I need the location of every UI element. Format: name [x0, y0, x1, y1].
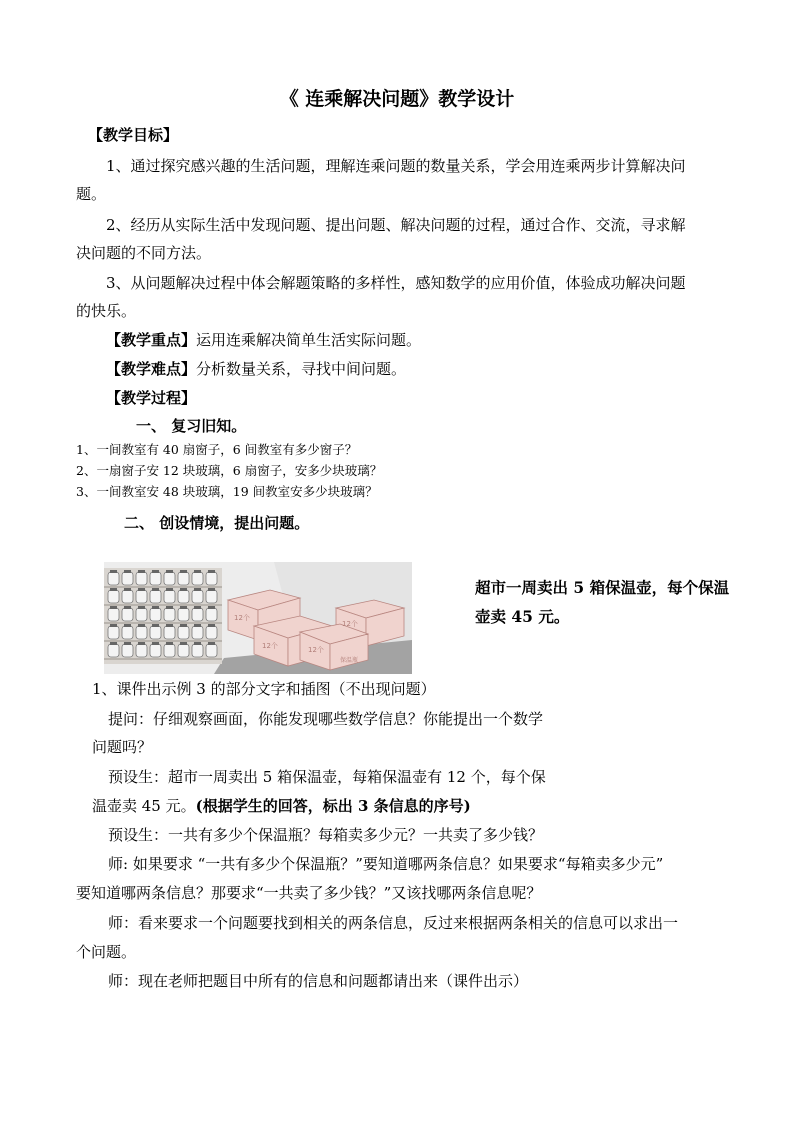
body-paragraph-4: 预设生：一共有多少个保温瓶？每箱卖多少元？一共卖了多少钱？ [108, 826, 544, 844]
difficulty-line [106, 359, 406, 379]
body-paragraph-5-line-1: 师: 如果要求 “一共有多少个保温瓶？”要知道哪两条信息？如果要求“每箱卖多少元” [108, 855, 664, 873]
section-1-title: 一、 复习旧知。 [136, 417, 247, 435]
document-title: 《 连乘解决问题》教学设计 [279, 88, 515, 110]
illustration-caption [475, 573, 737, 631]
body-paragraph-3-bold: (根据学生的回答，标出 3 条信息的序号) [195, 797, 471, 815]
body-paragraph-7: 师：现在老师把题目中所有的信息和问题都请出来（课件出示） [108, 972, 529, 990]
difficulty-label: 【教学难点】 [106, 360, 197, 378]
body-paragraph-3-normal: 温壶卖 45 元。 [92, 797, 196, 815]
objective-1-line-2: 题。 [76, 185, 107, 203]
box-label-3: 12个 [342, 620, 358, 628]
objective-2-line-2: 决问题的不同方法。 [76, 244, 212, 262]
box-label-1: 12个 [234, 614, 250, 622]
body-paragraph-3-line-2 [92, 796, 471, 816]
body-paragraph-6-line-2: 个问题。 [76, 943, 137, 961]
key-point-label: 【教学重点】 [106, 331, 197, 349]
process-heading: 【教学过程】 [106, 389, 197, 407]
box-label-5: 保温瓶 [340, 657, 359, 664]
body-paragraph-2-line-1: 提问：仔细观察画面，你能发现哪些数学信息？你能提出一个数学 [108, 710, 544, 728]
objective-2-line-1: 2、经历从实际生活中发现问题、提出问题、解决问题的过程，通过合作、交流，寻求解 [106, 216, 686, 234]
body-paragraph-1: 1、课件出示例 3 的部分文字和插图（不出现问题） [92, 680, 436, 698]
review-question-3: 3、一间教室安 48 块玻璃，19 间教室安多少块玻璃？ [76, 484, 378, 499]
thermos-boxes-illustration [104, 562, 412, 674]
box-label-4: 12个 [308, 646, 324, 654]
key-point-line [106, 330, 421, 350]
difficulty-text: 分析数量关系，寻找中间问题。 [196, 360, 407, 378]
key-point-text: 运用连乘解决简单生活实际问题。 [196, 331, 422, 349]
caption-line-1: 超市一周卖出 5 箱保温壶，每个保温 [475, 578, 730, 597]
body-paragraph-6-line-1: 师：看来要求一个问题要找到相关的两条信息，反过来根据两条相关的信息可以求出一 [108, 914, 679, 932]
section-2-title: 二、 创设情境，提出问题。 [124, 514, 310, 532]
box-label-2: 12个 [262, 642, 278, 650]
review-question-1: 1、一间教室有 40 扇窗子，6 间教室有多少窗子？ [76, 442, 358, 457]
body-paragraph-2-line-2: 问题吗？ [92, 738, 153, 756]
objective-1-line-1: 1、通过探究感兴趣的生活问题，理解连乘问题的数量关系，学会用连乘两步计算解决问 [106, 157, 686, 175]
objectives-heading: 【教学目标】 [88, 126, 179, 144]
body-paragraph-5-line-2: 要知道哪两条信息？那要求“一共卖了多少钱？”又该找哪两条信息呢？ [76, 884, 542, 902]
body-paragraph-3-line-1: 预设生：超市一周卖出 5 箱保温壶，每箱保温壶有 12 个，每个保 [108, 768, 546, 786]
review-question-2: 2、一扇窗子安 12 块玻璃，6 扇窗子，安多少块玻璃？ [76, 463, 383, 478]
objective-3-line-1: 3、从问题解决过程中体会解题策略的多样性，感知数学的应用价值，体验成功解决问题 [106, 274, 686, 292]
objective-3-line-2: 的快乐。 [76, 302, 137, 320]
caption-line-2: 壶卖 45 元。 [475, 607, 570, 626]
